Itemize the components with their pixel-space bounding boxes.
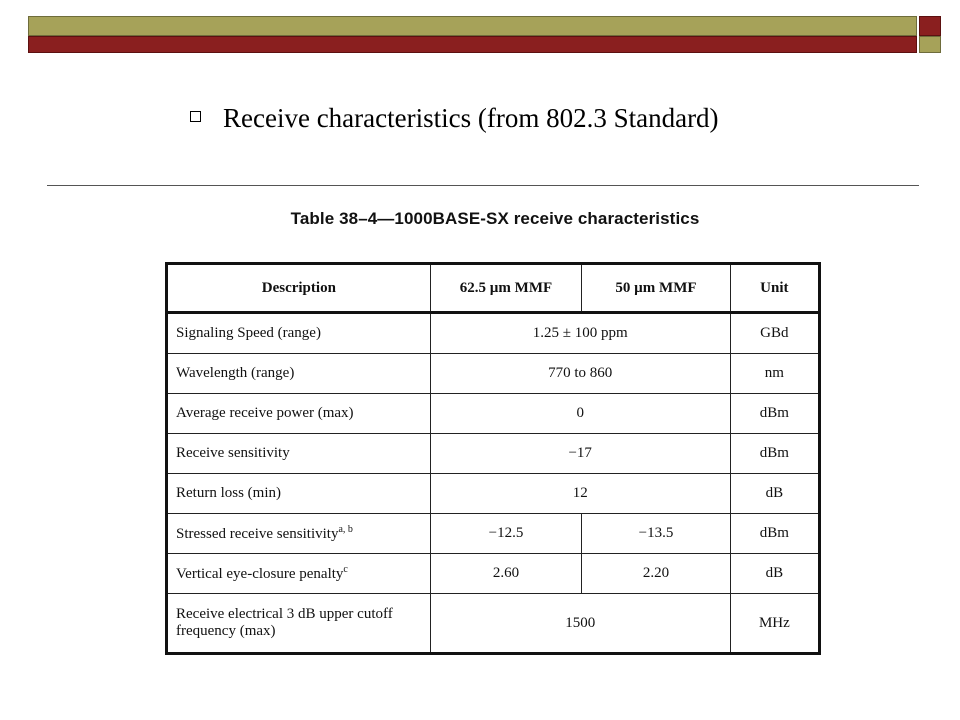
header-description: Description — [167, 264, 431, 313]
header-62-5-mmf: 62.5 µm MMF — [430, 264, 582, 313]
row-value-combined: −17 — [430, 434, 730, 474]
row-value-combined: 0 — [430, 394, 730, 434]
divider-line — [47, 185, 919, 186]
row-description — [167, 354, 431, 394]
row-description — [167, 313, 431, 354]
footnote-marker: a, b — [338, 524, 353, 535]
row-value-50-mmf: −13.5 — [582, 514, 730, 554]
table-row — [167, 554, 820, 594]
table-row — [167, 354, 820, 394]
bullet-text: Receive characteristics (from 802.3 Standard) — [223, 103, 719, 133]
table-row — [167, 514, 820, 554]
table-row — [167, 474, 820, 514]
row-description — [167, 594, 431, 654]
table-body — [167, 313, 820, 654]
table-header-row — [167, 264, 820, 313]
description-text: Receive sensitivity — [176, 445, 290, 461]
row-description — [167, 474, 431, 514]
row-unit: dBm — [730, 434, 819, 474]
row-value-combined: 1500 — [430, 594, 730, 654]
description-text: Average receive power (max) — [176, 405, 354, 421]
header-unit: Unit — [730, 264, 819, 313]
row-value-62-5-mmf: 2.60 — [430, 554, 582, 594]
description-text: Return loss (min) — [176, 485, 281, 501]
table-row — [167, 434, 820, 474]
corner-square-olive — [919, 36, 941, 53]
olive-stripe — [28, 16, 917, 36]
row-description — [167, 434, 431, 474]
description-text: Stressed receive sensitivity — [176, 526, 339, 542]
receive-characteristics-table — [165, 262, 821, 655]
corner-square-maroon — [919, 16, 941, 36]
description-text: Receive electrical 3 dB upper cutoff frequency (max) — [176, 606, 393, 639]
description-text: Vertical eye-closure penalty — [176, 566, 344, 582]
row-value-combined: 1.25 ± 100 ppm — [430, 313, 730, 354]
row-unit: GBd — [730, 313, 819, 354]
row-value-combined: 12 — [430, 474, 730, 514]
row-value-50-mmf: 2.20 — [582, 554, 730, 594]
table-caption: Table 38–4—1000BASE-SX receive characteristics — [290, 209, 700, 228]
row-unit: dB — [730, 554, 819, 594]
row-description — [167, 394, 431, 434]
row-value-62-5-mmf: −12.5 — [430, 514, 582, 554]
row-value-combined: 770 to 860 — [430, 354, 730, 394]
row-unit: dBm — [730, 394, 819, 434]
row-description — [167, 554, 431, 594]
title-bar-decoration — [28, 16, 941, 54]
description-text: Wavelength (range) — [176, 365, 295, 381]
table-row — [167, 394, 820, 434]
row-unit: MHz — [730, 594, 819, 654]
description-text: Signaling Speed (range) — [176, 325, 321, 341]
header-50-mmf: 50 µm MMF — [582, 264, 730, 313]
row-unit: dB — [730, 474, 819, 514]
maroon-stripe — [28, 36, 917, 53]
footnote-marker: c — [343, 564, 348, 575]
table-row — [167, 594, 820, 654]
row-unit: dBm — [730, 514, 819, 554]
row-unit: nm — [730, 354, 819, 394]
row-description — [167, 514, 431, 554]
square-bullet-icon — [190, 111, 201, 122]
table-row — [167, 313, 820, 354]
